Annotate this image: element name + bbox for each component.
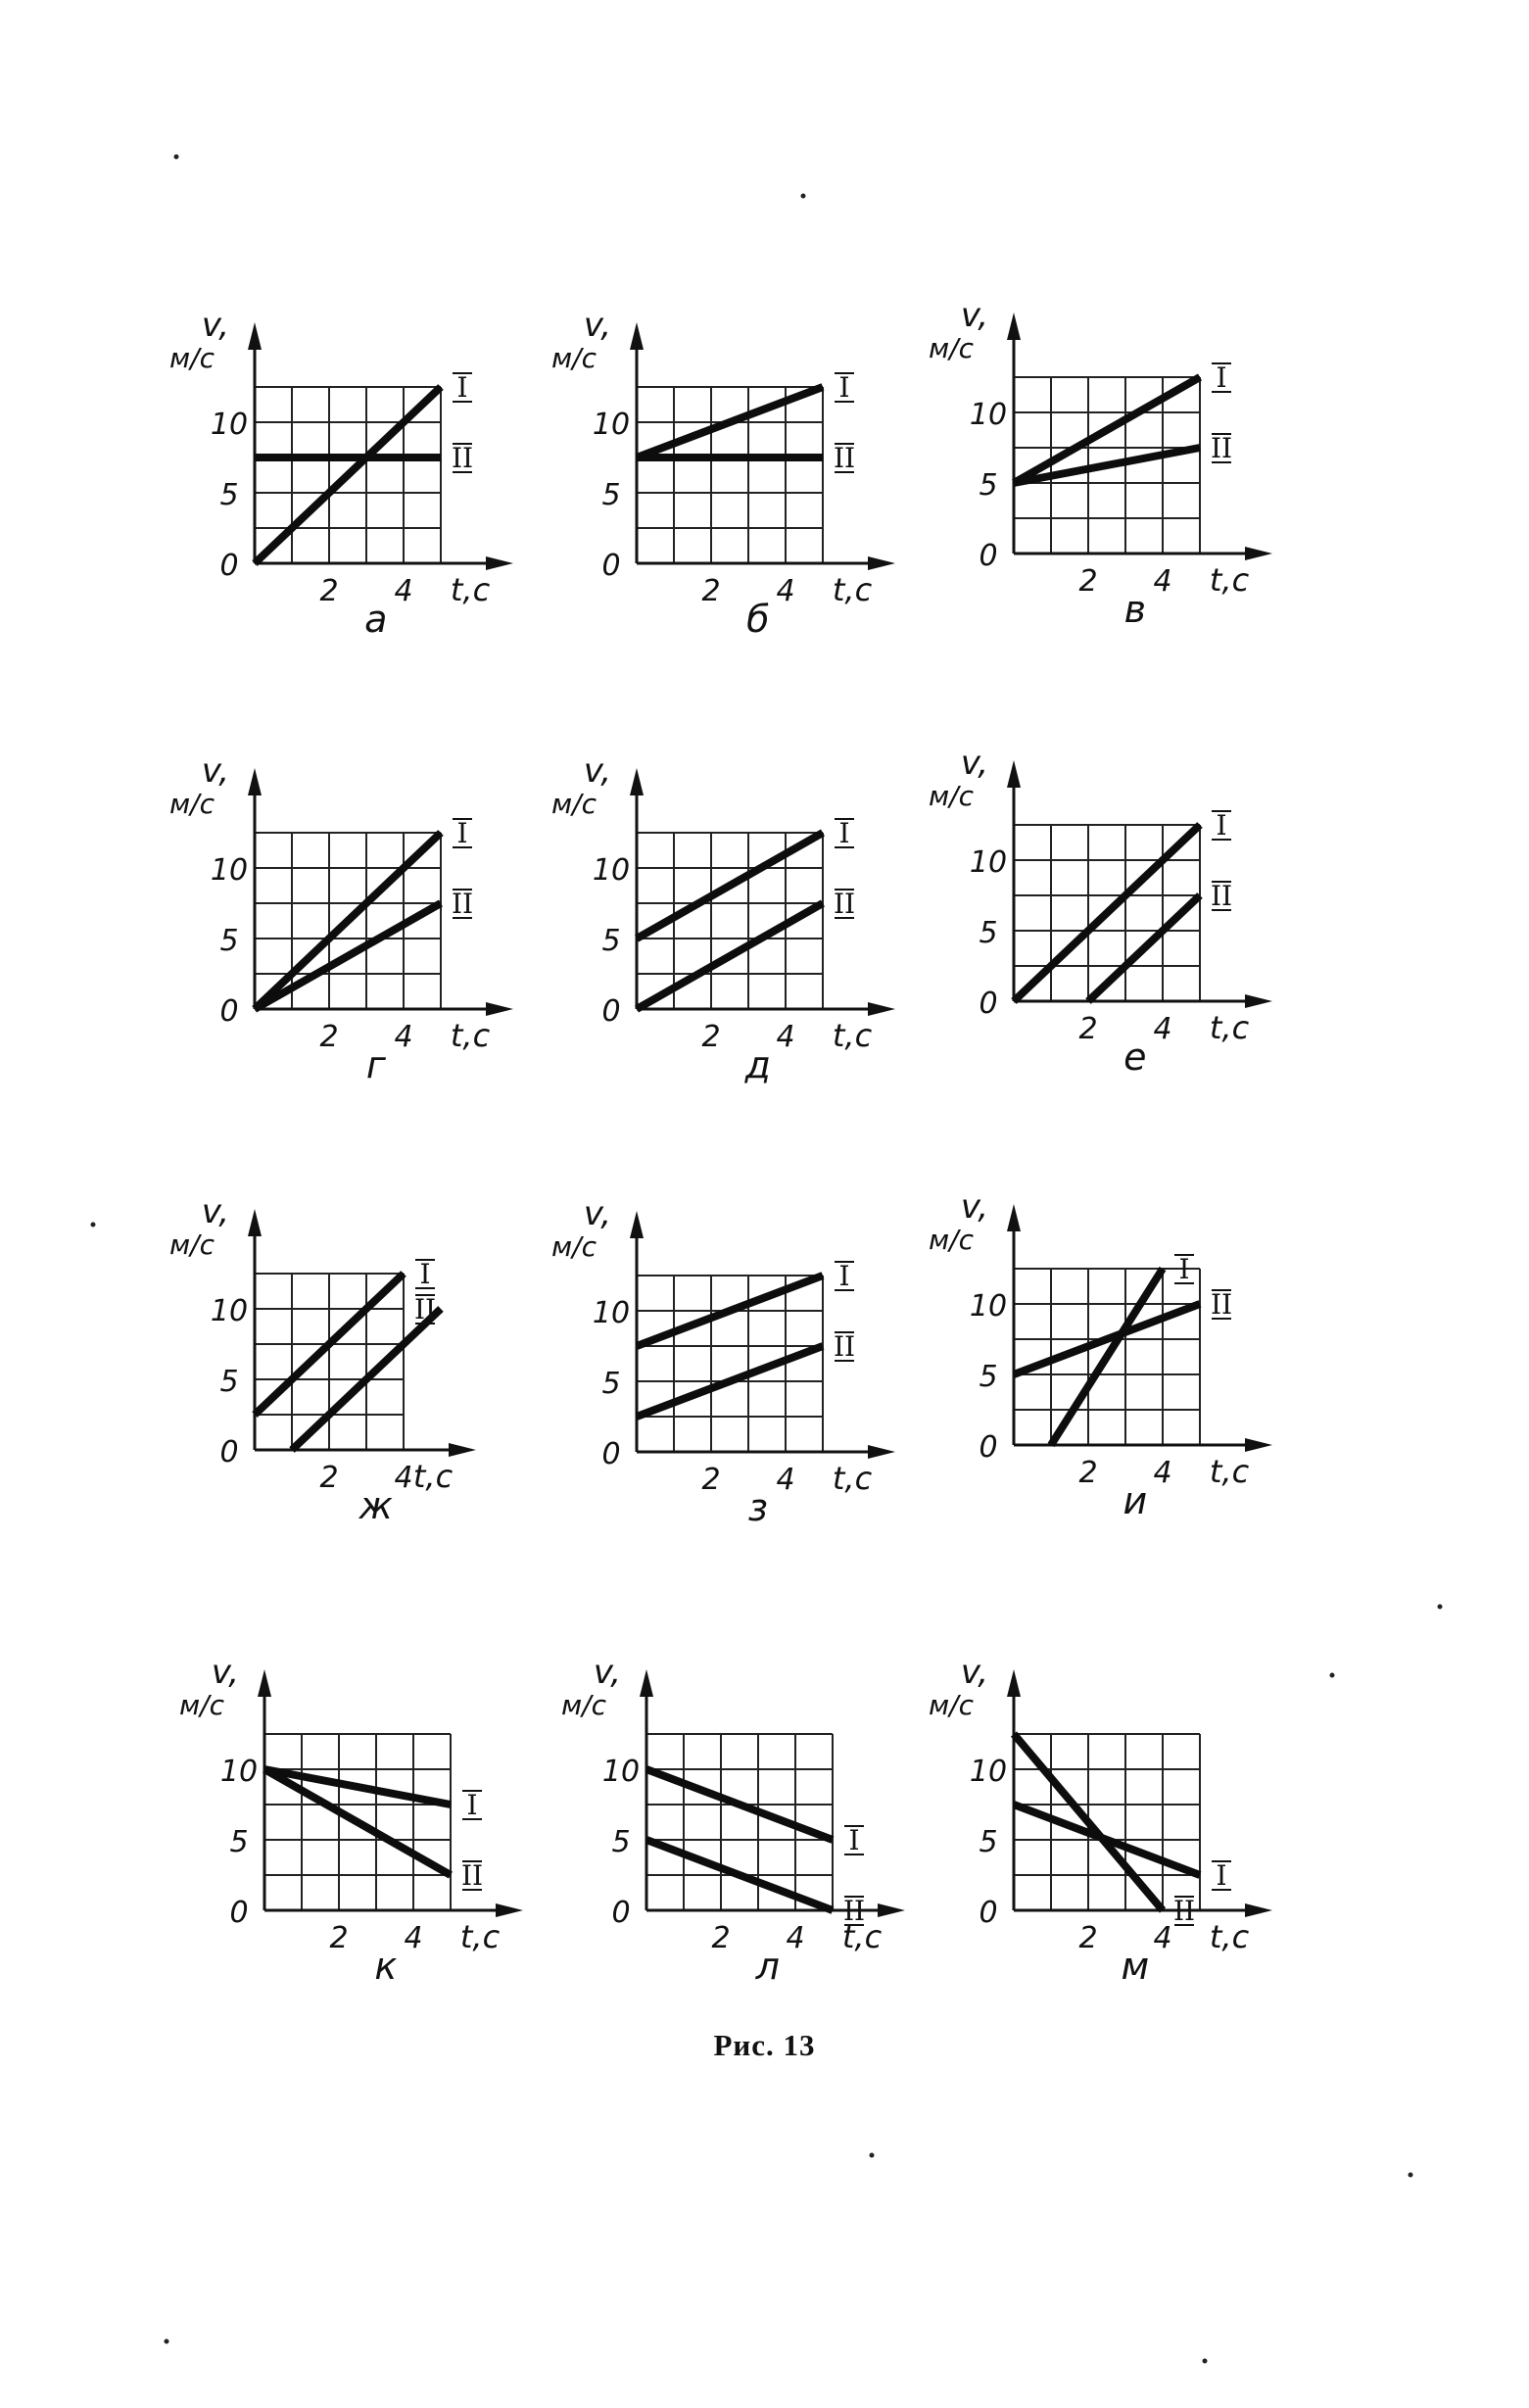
y-axis-label-v: v, [583,751,612,791]
x-tick-label: 4 [1153,564,1172,599]
scan-speck [801,194,806,199]
x-axis-arrow [1245,547,1272,560]
x-axis-arrow [878,1903,905,1917]
series-label-I: I [838,1260,850,1292]
x-axis-label: t,с [1209,1453,1250,1490]
x-axis-label: t,с [412,1458,454,1495]
series-label-I: I [456,817,468,849]
y-axis-label-unit: м/с [929,332,974,364]
y-tick-label: 0 [979,539,998,573]
x-tick-label: 4 [776,574,795,608]
panel-letter: з [747,1486,768,1529]
x-axis-label: t,с [832,1017,873,1054]
grid [637,1276,823,1452]
x-tick-label: 4 [394,1461,413,1495]
y-tick-label: 10 [210,853,249,888]
panel-letter: б [746,598,770,641]
y-tick-label: 5 [219,924,239,958]
x-tick-label: 2 [701,1463,721,1497]
y-tick-label: 5 [979,1825,998,1859]
x-axis-arrow [868,1445,895,1459]
x-tick-label: 4 [1153,1921,1172,1955]
x-tick-label: 2 [1078,1012,1098,1046]
x-axis-arrow [486,556,513,570]
panel-letter: к [374,1945,398,1988]
scan-speck [174,155,179,160]
y-axis-label-unit: м/с [169,1228,215,1261]
y-tick-label: 0 [979,1896,998,1930]
y-tick-label: 0 [979,987,998,1021]
x-axis-arrow [486,1002,513,1016]
series-label-II: II [1210,432,1233,464]
scan-speck [870,2153,875,2158]
chart-г [169,751,513,1086]
y-tick-label: 10 [210,408,249,442]
y-tick-label: 10 [210,1294,249,1328]
y-axis-label-v: v, [960,1187,989,1227]
panel-letter: в [1123,588,1147,631]
x-tick-label: 4 [1153,1456,1172,1490]
y-tick-label: 0 [601,1437,621,1471]
y-tick-label: 10 [601,1755,641,1789]
y-axis-arrow [630,768,644,795]
series-label-II: II [833,1330,856,1363]
series-label-I: I [1216,809,1227,842]
x-tick-label: 2 [701,574,721,608]
series-label-II: II [413,1293,437,1325]
x-axis-label: t,с [1209,561,1250,599]
x-axis-label: t,с [450,1017,491,1054]
y-axis-label-unit: м/с [929,1689,974,1721]
series-label-II: II [451,888,474,920]
x-tick-label: 2 [711,1921,731,1955]
x-axis-arrow [1245,1438,1272,1452]
x-axis-label: t,с [841,1918,883,1955]
series-label-I: I [466,1789,478,1821]
panel-letter: а [364,598,388,641]
panel-letter: е [1123,1035,1147,1079]
y-axis-label-v: v, [583,1194,612,1233]
y-tick-label: 0 [219,549,239,583]
y-tick-label: 5 [979,916,998,950]
chart-з [551,1194,895,1529]
scan-speck [1409,2173,1413,2178]
y-tick-label: 5 [601,924,621,958]
x-tick-label: 2 [319,574,339,608]
chart-а [169,306,513,641]
y-tick-label: 5 [979,468,998,503]
scan-speck [1330,1673,1335,1678]
panel-letter: м [1121,1945,1150,1988]
series-label-I: I [1216,361,1227,394]
y-tick-label: 5 [979,1360,998,1394]
x-tick-label: 2 [1078,1456,1098,1490]
series-label-II: II [1172,1895,1196,1927]
y-tick-label: 10 [592,853,631,888]
x-tick-label: 2 [1078,564,1098,599]
y-tick-label: 10 [219,1755,259,1789]
y-axis-arrow [630,1211,644,1238]
x-axis-label: t,с [1209,1009,1250,1046]
y-axis-label-v: v, [201,751,230,791]
series-label-II: II [833,888,856,920]
series-label-I: I [1178,1253,1190,1285]
x-axis-arrow [1245,1903,1272,1917]
y-tick-label: 0 [601,549,621,583]
figure-caption: Рис. 13 [713,2028,816,2062]
x-tick-label: 4 [776,1020,795,1054]
x-tick-label: 4 [394,1020,413,1054]
scan-speck [165,2339,169,2344]
x-tick-label: 2 [319,1461,339,1495]
y-tick-label: 0 [611,1896,631,1930]
y-axis-arrow [1007,1669,1021,1697]
y-tick-label: 10 [592,1296,631,1330]
series-label-I: I [838,371,850,404]
y-axis-label-unit: м/с [561,1689,606,1721]
x-tick-label: 2 [329,1921,349,1955]
grid [1014,1734,1200,1910]
x-tick-label: 4 [786,1921,805,1955]
y-tick-label: 0 [219,1435,239,1469]
y-tick-label: 10 [969,1289,1008,1324]
y-tick-label: 0 [219,994,239,1029]
series-label-I: I [1216,1859,1227,1892]
y-axis-label-unit: м/с [551,788,597,820]
x-tick-label: 4 [776,1463,795,1497]
x-tick-label: 2 [1078,1921,1098,1955]
y-tick-label: 0 [979,1430,998,1465]
series-label-I: I [456,371,468,404]
y-axis-arrow [1007,313,1021,340]
series-label-II: II [451,442,474,474]
series-label-II: II [1210,1288,1233,1321]
series-label-I: I [419,1258,431,1290]
chart-ж [169,1192,476,1527]
series-label-II: II [1210,880,1233,912]
y-axis-label-unit: м/с [551,342,597,374]
y-axis-label-v: v, [211,1653,240,1692]
y-tick-label: 10 [592,408,631,442]
x-axis-label: t,с [450,571,491,608]
x-axis-arrow [868,1002,895,1016]
y-axis-label-unit: м/с [929,780,974,812]
grid [646,1734,833,1910]
y-axis-label-v: v, [583,306,612,345]
panel-letter: д [744,1043,771,1086]
y-axis-label-v: v, [960,296,989,335]
y-axis-arrow [248,322,262,350]
y-axis-arrow [630,322,644,350]
y-axis-arrow [1007,760,1021,788]
y-axis-label-unit: м/с [179,1689,224,1721]
y-tick-label: 0 [229,1896,249,1930]
y-axis-label-unit: м/с [169,342,215,374]
series-label-I: I [838,817,850,849]
chart-д [551,751,895,1086]
x-tick-label: 4 [394,574,413,608]
x-tick-label: 2 [701,1020,721,1054]
y-tick-label: 5 [611,1825,631,1859]
panel-letter: г [365,1043,386,1086]
x-axis-label: t,с [832,1460,873,1497]
scan-speck [1203,2359,1208,2364]
y-axis-arrow [1007,1204,1021,1231]
x-axis-label: t,с [1209,1918,1250,1955]
y-tick-label: 5 [229,1825,249,1859]
series-label-I: I [848,1824,860,1856]
chart-б [551,306,895,641]
chart-в [929,296,1272,631]
x-axis-arrow [496,1903,523,1917]
y-axis-arrow [248,768,262,795]
y-axis-label-v: v, [960,744,989,783]
y-axis-arrow [640,1669,653,1697]
y-tick-label: 5 [601,478,621,512]
y-axis-label-unit: м/с [169,788,215,820]
y-tick-label: 10 [969,845,1008,880]
series-label-II: II [842,1895,866,1927]
y-axis-label-v: v, [593,1653,622,1692]
y-tick-label: 5 [219,1365,239,1399]
x-axis-arrow [449,1443,476,1457]
y-axis-label-unit: м/с [551,1230,597,1263]
x-axis-label: t,с [832,571,873,608]
chart-е [929,744,1272,1079]
y-axis-label-unit: м/с [929,1224,974,1256]
grid [637,387,823,563]
chart-и [929,1187,1272,1522]
y-axis-label-v: v, [960,1653,989,1692]
scan-speck [1438,1605,1443,1610]
y-tick-label: 5 [219,478,239,512]
y-axis-label-v: v, [201,1192,230,1231]
chart-к [179,1653,523,1988]
chart-м [929,1653,1272,1988]
scan-speck [91,1223,96,1228]
series-label-II: II [460,1859,484,1892]
x-axis-arrow [1245,994,1272,1008]
y-tick-label: 10 [969,1755,1008,1789]
y-axis-arrow [248,1209,262,1236]
panel-letter: л [755,1945,780,1988]
x-axis-label: t,с [459,1918,501,1955]
y-tick-label: 0 [601,994,621,1029]
x-tick-label: 4 [1153,1012,1172,1046]
x-axis-arrow [868,556,895,570]
series-line-I [1014,825,1200,1001]
y-tick-label: 5 [601,1367,621,1401]
series-label-II: II [833,442,856,474]
y-tick-label: 10 [969,398,1008,432]
series-line-I [255,387,441,563]
y-axis-arrow [258,1669,271,1697]
panel-letter: ж [358,1484,393,1527]
panel-letter: и [1123,1479,1148,1522]
y-axis-label-v: v, [201,306,230,345]
x-tick-label: 4 [404,1921,423,1955]
x-tick-label: 2 [319,1020,339,1054]
chart-л [561,1653,905,1988]
